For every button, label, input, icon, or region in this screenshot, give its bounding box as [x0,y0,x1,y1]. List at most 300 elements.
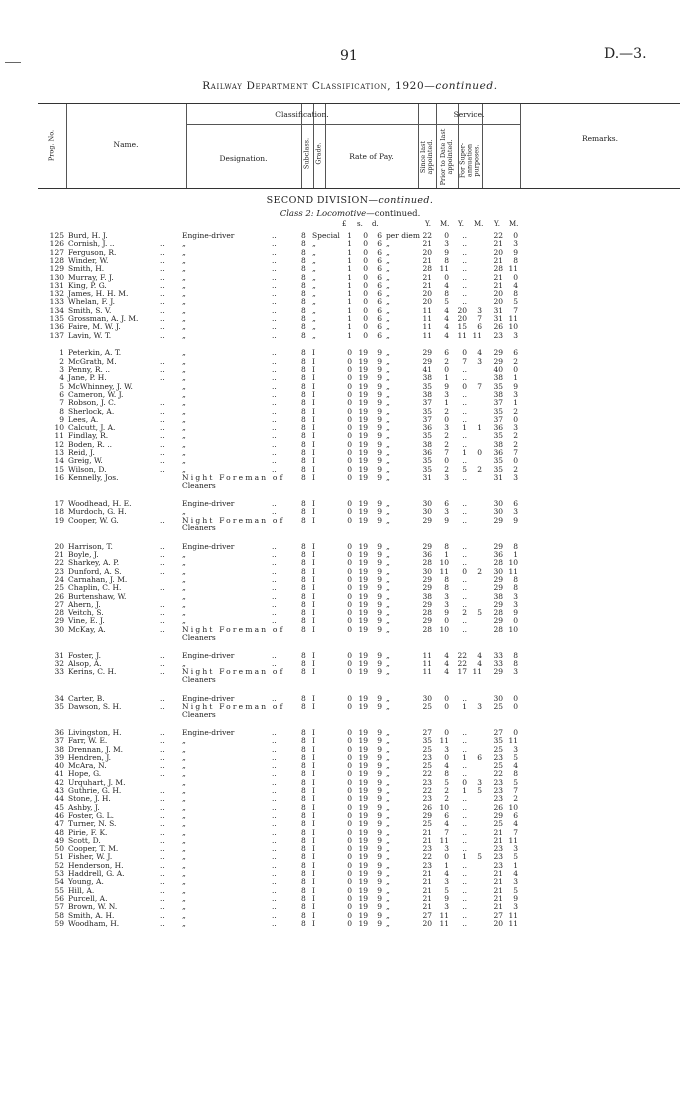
since-last-months: 11 [439,264,449,274]
pay-unit: „ [386,624,390,634]
leader-dots: .. [160,431,165,441]
grade: I [312,541,315,551]
subclass: 8 [301,701,306,711]
prior-years: 15 [457,322,467,332]
employee-name: King, P. G. [68,280,107,290]
pay-shillings: 19 [358,885,368,895]
grade: „ [312,322,316,332]
pay-unit: „ [386,348,390,358]
grade: I [312,515,315,525]
row-number: 4 [59,373,64,383]
pay-shillings: 19 [358,835,368,845]
row-number: 11 [54,431,64,441]
since-last-years: 29 [422,599,432,609]
pay-pounds: 0 [347,802,352,812]
pay-unit: „ [386,456,390,466]
pay-pounds: 0 [347,902,352,912]
super-months: 2 [513,464,518,474]
leader-dots: .. [160,852,165,862]
pay-pence: 6 [377,314,382,323]
leader-dots: .. [272,330,277,340]
since-last-years: 29 [422,356,432,366]
pay-pence: 9 [377,819,382,829]
pay-pence: 9 [377,885,382,895]
employee-name: Ahern, J. [68,599,101,609]
leader-dots: .. [272,398,277,408]
employee-name: Kerins, C. H. [68,667,117,677]
since-last-years: 28 [422,264,432,274]
designation: „ [182,819,186,829]
super-months: 1 [513,550,518,559]
leader-dots: .. [160,744,165,754]
pay-shillings: 19 [358,574,368,584]
leader-dots: .. [160,844,165,854]
subclass: 8 [301,650,306,660]
pay-pence: 9 [377,786,382,795]
prior-years: .. [462,794,467,804]
row-number: 23 [54,566,64,576]
pay-shillings: 19 [358,398,368,408]
super-months: 1 [513,373,518,383]
super-months: 7 [513,786,518,795]
designation: „ [182,398,186,408]
prior-months: 7 [477,314,482,323]
pay-shillings: 19 [358,456,368,466]
grade: I [312,448,315,457]
pay-unit: „ [386,761,390,771]
super-months: 4 [513,761,518,771]
designation: „ [182,844,186,854]
designation: „ [182,464,186,474]
row-number: 8 [59,406,64,416]
since-last-years: 23 [422,844,432,854]
super-months: 0 [513,231,518,240]
leader-dots: .. [160,616,165,626]
designation-continuation: Cleaners [182,709,216,719]
leader-dots: .. [160,456,165,466]
designation: „ [182,810,186,820]
leader-dots: .. [272,893,277,903]
super-years: 29 [493,356,503,366]
row-number: 36 [54,727,64,737]
since-last-years: 35 [422,456,432,466]
leader-dots: .. [160,280,165,290]
grade: I [312,852,315,862]
since-last-years: 21 [422,272,432,282]
pay-shillings: 0 [363,264,368,274]
super-years: 25 [493,819,503,829]
subclass: 8 [301,381,306,391]
subclass: 8 [301,761,306,771]
grade: I [312,550,315,559]
leader-dots: .. [160,819,165,829]
prior-years: .. [462,439,467,449]
super-months: 3 [513,423,518,433]
grade: „ [312,280,316,290]
employee-name: Cooper, W. G. [68,515,119,525]
pay-shillings: 19 [358,877,368,887]
leader-dots: .. [272,744,277,754]
super-years: 33 [493,650,503,660]
pay-shillings: 19 [358,910,368,920]
pay-pounds: 0 [347,693,352,703]
designation: „ [182,583,186,593]
since-last-years: 28 [422,624,432,634]
row-number: 135 [49,314,64,323]
leader-dots: .. [272,239,277,249]
super-months: 8 [513,541,518,551]
subclass: 8 [301,885,306,895]
employee-name: Ashby, J. [68,802,100,812]
employee-name: McGrath, M. [68,356,117,366]
pay-pence: 9 [377,389,382,399]
super-years: 29 [493,667,503,677]
pay-unit: „ [386,439,390,449]
designation: Night Foreman of [182,624,285,634]
subclass: 8 [301,356,306,366]
prior-years: .. [462,297,467,307]
leader-dots: .. [272,255,277,265]
super-years: 36 [493,550,503,559]
since-last-months: 2 [444,464,449,474]
since-last-years: 22 [422,852,432,862]
unit-years-2: Y. [458,220,464,228]
since-last-years: 25 [422,701,432,711]
since-last-months: 0 [444,365,449,374]
pay-pence: 9 [377,869,382,878]
since-last-years: 37 [422,414,432,424]
designation: „ [182,389,186,399]
designation: „ [182,406,186,416]
designation-continuation: Cleaners [182,480,216,490]
pay-pounds: 1 [347,280,352,290]
designation: „ [182,239,186,249]
subclass: 8 [301,541,306,551]
since-last-months: 8 [444,769,449,779]
pay-shillings: 19 [358,701,368,711]
leader-dots: .. [272,431,277,441]
subclass: 8 [301,322,306,332]
pay-unit: „ [386,472,390,482]
prior-years: .. [462,264,467,274]
since-last-months: 4 [444,330,449,340]
prior-years: .. [462,810,467,820]
pay-shillings: 19 [358,356,368,366]
leader-dots: .. [272,550,277,559]
leader-dots: .. [160,448,165,457]
pay-pence: 6 [377,272,382,282]
employee-name: Sharkey, A. P. [68,558,120,568]
grade: I [312,406,315,416]
header-subclass: Subclass. [302,137,311,170]
leader-dots: .. [160,330,165,340]
prior-years: .. [462,406,467,416]
subclass: 8 [301,239,306,249]
leader-dots: .. [160,255,165,265]
pay-shillings: 19 [358,902,368,912]
prior-years: .. [462,431,467,441]
pay-unit: „ [386,835,390,845]
row-number: 12 [54,439,64,449]
pay-pounds: 1 [347,255,352,265]
pay-pounds: 0 [347,550,352,559]
since-last-months: 10 [439,802,449,812]
margin-dash [5,62,21,63]
leader-dots: .. [160,247,165,257]
row-number: 56 [54,893,64,903]
subclass: 8 [301,456,306,466]
pay-pounds: 0 [347,616,352,626]
pay-pounds: 0 [347,381,352,391]
prior-years: .. [462,761,467,771]
row-number: 20 [54,541,64,551]
row-number: 127 [49,247,64,257]
grade: „ [312,255,316,265]
pay-pence: 9 [377,365,382,374]
pay-pence: 9 [377,414,382,424]
pay-pounds: 0 [347,844,352,854]
employee-name: Smith, A. H. [68,910,115,920]
super-years: 29 [493,810,503,820]
employee-name: Guthrie, G. H. [68,786,122,795]
since-last-years: 38 [422,439,432,449]
super-months: 1 [513,860,518,870]
prior-months: 5 [477,786,482,795]
since-last-months: 8 [444,574,449,584]
prior-years: .. [462,736,467,746]
super-years: 22 [493,769,503,779]
employee-name: Murray, F. J. [68,272,114,282]
pay-pence: 9 [377,769,382,779]
super-months: 9 [513,893,518,903]
super-months: 6 [513,810,518,820]
since-last-years: 38 [422,389,432,399]
designation: „ [182,550,186,559]
pay-unit: „ [386,272,390,282]
grade: I [312,810,315,820]
subclass: 8 [301,365,306,374]
pay-pence: 9 [377,827,382,837]
super-years: 36 [493,423,503,433]
prior-years: 17 [457,667,467,677]
prior-years: .. [462,280,467,290]
pay-shillings: 19 [358,566,368,576]
grade: I [312,893,315,903]
since-last-years: 31 [422,472,432,482]
grade: I [312,456,315,466]
leader-dots: .. [160,659,165,669]
subclass: 8 [301,448,306,457]
since-last-months: 0 [444,693,449,703]
pay-pence: 9 [377,381,382,391]
leader-dots: .. [272,819,277,829]
since-last-years: 36 [422,448,432,457]
pay-unit: „ [386,583,390,593]
super-years: 21 [493,902,503,912]
designation: „ [182,574,186,584]
super-months: 3 [513,472,518,482]
pay-unit: „ [386,852,390,862]
prior-years: .. [462,550,467,559]
subclass: 8 [301,769,306,779]
employee-name: Turner, N. S. [68,819,117,829]
pay-pounds: 0 [347,348,352,358]
employee-name: Hendren, J. [68,752,112,762]
pay-pounds: 1 [347,297,352,307]
designation-continuation: Cleaners [182,632,216,642]
since-last-years: 29 [422,574,432,584]
designation: „ [182,264,186,274]
grade: I [312,608,315,618]
since-last-months: 2 [444,794,449,804]
since-last-years: 25 [422,744,432,754]
super-years: 30 [493,507,503,517]
pay-pence: 9 [377,736,382,746]
row-number: 42 [54,777,64,787]
since-last-years: 20 [422,247,432,257]
employee-name: Livingston, H. [68,727,122,737]
super-years: 30 [493,566,503,576]
super-months: 2 [513,356,518,366]
row-number: 50 [54,844,64,854]
subclass: 8 [301,659,306,669]
pay-shillings: 19 [358,558,368,568]
pay-unit: „ [386,918,390,928]
super-months: 7 [513,305,518,315]
leader-dots: .. [272,794,277,804]
pay-shillings: 19 [358,810,368,820]
since-last-months: 3 [444,844,449,854]
pay-shillings: 0 [363,289,368,299]
row-number: 54 [54,877,64,887]
pay-shillings: 19 [358,507,368,517]
since-last-years: 11 [422,330,432,340]
row-number: 34 [54,693,64,703]
pay-pounds: 1 [347,305,352,315]
leader-dots: .. [272,693,277,703]
pay-unit: „ [386,381,390,391]
pay-unit: „ [386,844,390,854]
pay-pence: 9 [377,583,382,593]
pay-shillings: 0 [363,305,368,315]
pay-pounds: 0 [347,448,352,457]
since-last-months: 9 [444,893,449,903]
pay-unit: „ [386,608,390,618]
since-last-months: 3 [444,423,449,433]
super-months: 6 [513,348,518,358]
leader-dots: .. [160,365,165,374]
pay-unit: „ [386,264,390,274]
designation: „ [182,305,186,315]
super-years: 28 [493,608,503,618]
subclass: 8 [301,566,306,576]
super-years: 29 [493,515,503,525]
designation: „ [182,869,186,878]
pay-shillings: 19 [358,650,368,660]
pay-shillings: 19 [358,365,368,374]
employee-name: Henderson, H. [68,860,124,870]
pay-pounds: 0 [347,701,352,711]
pay-pounds: 0 [347,464,352,474]
row-number: 57 [54,902,64,912]
prior-months: 5 [477,852,482,862]
leader-dots: .. [160,322,165,332]
grade: I [312,860,315,870]
super-years: 30 [493,499,503,508]
pay-pounds: 0 [347,744,352,754]
prior-years: 22 [457,650,467,660]
pay-pence: 9 [377,902,382,912]
pay-pence: 6 [377,239,382,249]
leader-dots: .. [160,701,165,711]
pay-pounds: 1 [347,322,352,332]
subclass: 8 [301,289,306,299]
row-number: 37 [54,736,64,746]
leader-dots: .. [272,464,277,474]
pay-shillings: 19 [358,423,368,433]
super-months: 2 [513,439,518,449]
grade: Special [312,231,340,240]
header-classification: Classification. [275,110,329,119]
super-years: 31 [493,314,503,323]
subclass: 8 [301,330,306,340]
leader-dots: .. [272,356,277,366]
leader-dots: .. [272,558,277,568]
row-number: 9 [59,414,64,424]
grade: I [312,761,315,771]
leader-dots: .. [272,616,277,626]
designation: „ [182,761,186,771]
prior-years: .. [462,827,467,837]
designation: „ [182,902,186,912]
prior-years: 1 [462,752,467,762]
row-number: 1 [59,348,64,358]
pay-pence: 9 [377,761,382,771]
designation: „ [182,786,186,795]
prior-months: 3 [477,356,482,366]
designation-continuation: Cleaners [182,675,216,685]
since-last-years: 22 [422,786,432,795]
prior-years: 1 [462,786,467,795]
pay-unit: „ [386,591,390,601]
subclass: 8 [301,247,306,257]
pay-pounds: 0 [347,431,352,441]
pay-pence: 9 [377,624,382,634]
leader-dots: .. [272,389,277,399]
row-number: 137 [49,330,64,340]
row-number: 46 [54,810,64,820]
employee-name: Lees, A. [68,414,99,424]
subclass: 8 [301,373,306,383]
since-last-months: 5 [444,297,449,307]
pay-unit: „ [386,550,390,559]
since-last-years: 37 [422,398,432,408]
subclass: 8 [301,414,306,424]
pay-pounds: 0 [347,624,352,634]
grade: I [312,701,315,711]
pay-pounds: 0 [347,608,352,618]
leader-dots: .. [272,507,277,517]
since-last-months: 3 [444,744,449,754]
row-number: 58 [54,910,64,920]
employee-name: Jane, P. H. [68,373,107,383]
section-continued: —continued. [368,195,434,206]
pay-pounds: 0 [347,507,352,517]
designation: Engine-driver [182,541,235,551]
leader-dots: .. [272,761,277,771]
prior-years: 0 [462,381,467,391]
super-months: 10 [508,558,518,568]
